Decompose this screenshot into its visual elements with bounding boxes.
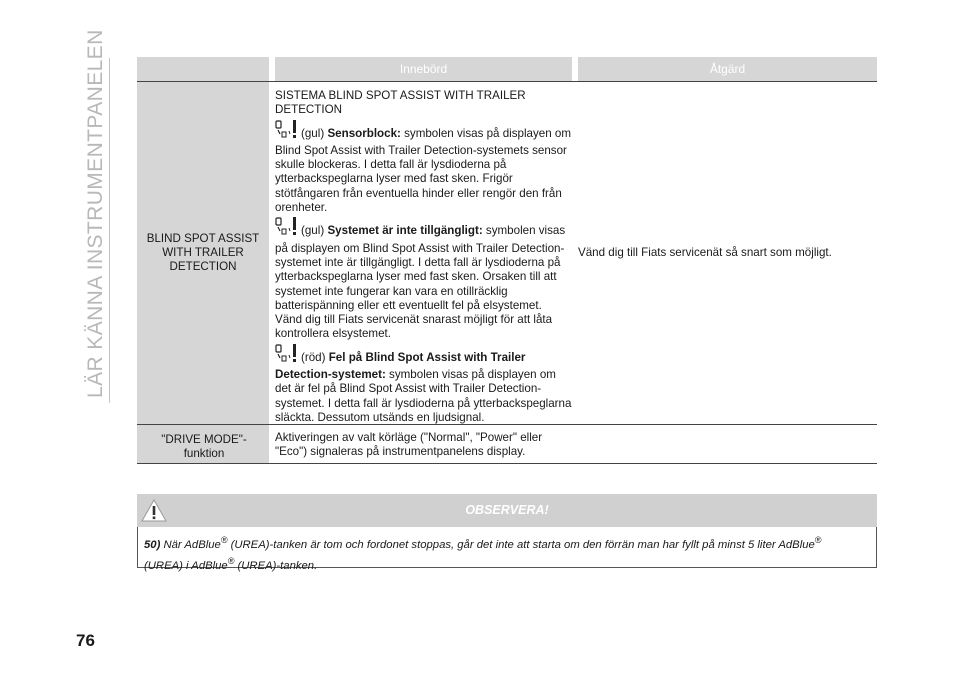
note-header bbox=[137, 494, 877, 527]
row-meaning: Aktiveringen av valt körläge ("Normal", "Power" eller "Eco") signaleras på instrumentpanelens display. bbox=[275, 431, 543, 459]
warning-note bbox=[137, 494, 877, 572]
row-action bbox=[578, 425, 877, 463]
note-text: (UREA)-tanken. bbox=[234, 559, 318, 572]
entry-text: symbolen visas på displayen om det är fel på Blind Spot Assist with Trailer Detection-systemet. I detta fall är lysdioderna på ytterbackspeglarna släckta. Dessutom utsänds en ljudsignal. bbox=[275, 368, 572, 424]
table-rule bbox=[137, 463, 877, 464]
note-text: (UREA) i AdBlue bbox=[144, 559, 228, 572]
row-label: "DRIVE MODE"-funktion bbox=[137, 425, 269, 463]
entry-text: symbolen visas på displayen om Blind Spot Assist with Trailer Detection-systemet inte är tillgängligt. I detta fall är lysdioderna på ytterbackspeglarna lyser med fast sken. Orsaken till att systemet inte fungerar kan vara en otillräcklig batterispänning eller ett eventuellt fel på elsystemet. Vänd dig till Fiats servicenät snarast möjligt för att låta kontrollera elsystemet. bbox=[275, 224, 566, 341]
entry-title: Fel på Blind Spot Assist with Trailer Detection-systemet: bbox=[275, 350, 526, 382]
entry-title: Systemet är inte tillgängligt: bbox=[327, 224, 483, 238]
registered-mark: ® bbox=[220, 535, 228, 545]
note-number: 50) bbox=[144, 538, 161, 551]
entry-not-available bbox=[275, 217, 572, 341]
blind-spot-warning-icon bbox=[275, 344, 299, 368]
registered-mark: ® bbox=[227, 555, 235, 566]
header-cell-empty bbox=[137, 57, 269, 81]
note-text: (UREA)-tanken är tom och fordonet stoppas, går det inte att starta om den förrän man har fyllt på minst 5 liter AdBlue bbox=[227, 538, 815, 551]
entry-system-fault bbox=[275, 344, 572, 425]
note-body bbox=[137, 527, 877, 572]
entry-text: symbolen visas på displayen om Blind Spot Assist with Trailer Detection-systemets sensor skulle blockeras. I detta fall är lysdioderna på ytterbackspeglarna lyser med fast sken. Frigör stötfångaren från eventuella hinder eller rengör den från orenheter. bbox=[275, 126, 572, 215]
blind-spot-warning-icon bbox=[275, 120, 299, 144]
registered-mark: ® bbox=[814, 535, 822, 545]
row-meaning bbox=[275, 82, 572, 424]
table-row bbox=[137, 82, 877, 424]
blind-spot-warning-icon bbox=[275, 217, 299, 241]
entry-color: (gul) bbox=[301, 224, 325, 238]
header-meaning: Innebörd bbox=[275, 57, 572, 81]
info-table bbox=[137, 57, 877, 464]
side-section-title: LÄR KÄNNA INSTRUMENTPANELEN bbox=[84, 29, 107, 398]
table-header bbox=[137, 57, 877, 81]
header-action: Åtgärd bbox=[578, 57, 877, 81]
note-text: När AdBlue bbox=[160, 538, 221, 551]
entry-title: Sensorblock: bbox=[327, 126, 401, 140]
row-action: Vänd dig till Fiats servicenät så snart som möjligt. bbox=[578, 245, 832, 259]
entry-sensor-block bbox=[275, 120, 572, 216]
note-title: OBSERVERA! bbox=[465, 503, 549, 517]
side-divider bbox=[109, 58, 110, 403]
entry-color: (röd) bbox=[301, 350, 326, 364]
row-heading: SISTEMA BLIND SPOT ASSIST WITH TRAILER DETECTION bbox=[275, 89, 526, 117]
row-label: BLIND SPOT ASSIST WITH TRAILER DETECTION bbox=[137, 82, 269, 424]
table-row bbox=[137, 425, 877, 463]
entry-color: (gul) bbox=[301, 126, 325, 140]
page-number: 76 bbox=[76, 631, 95, 650]
